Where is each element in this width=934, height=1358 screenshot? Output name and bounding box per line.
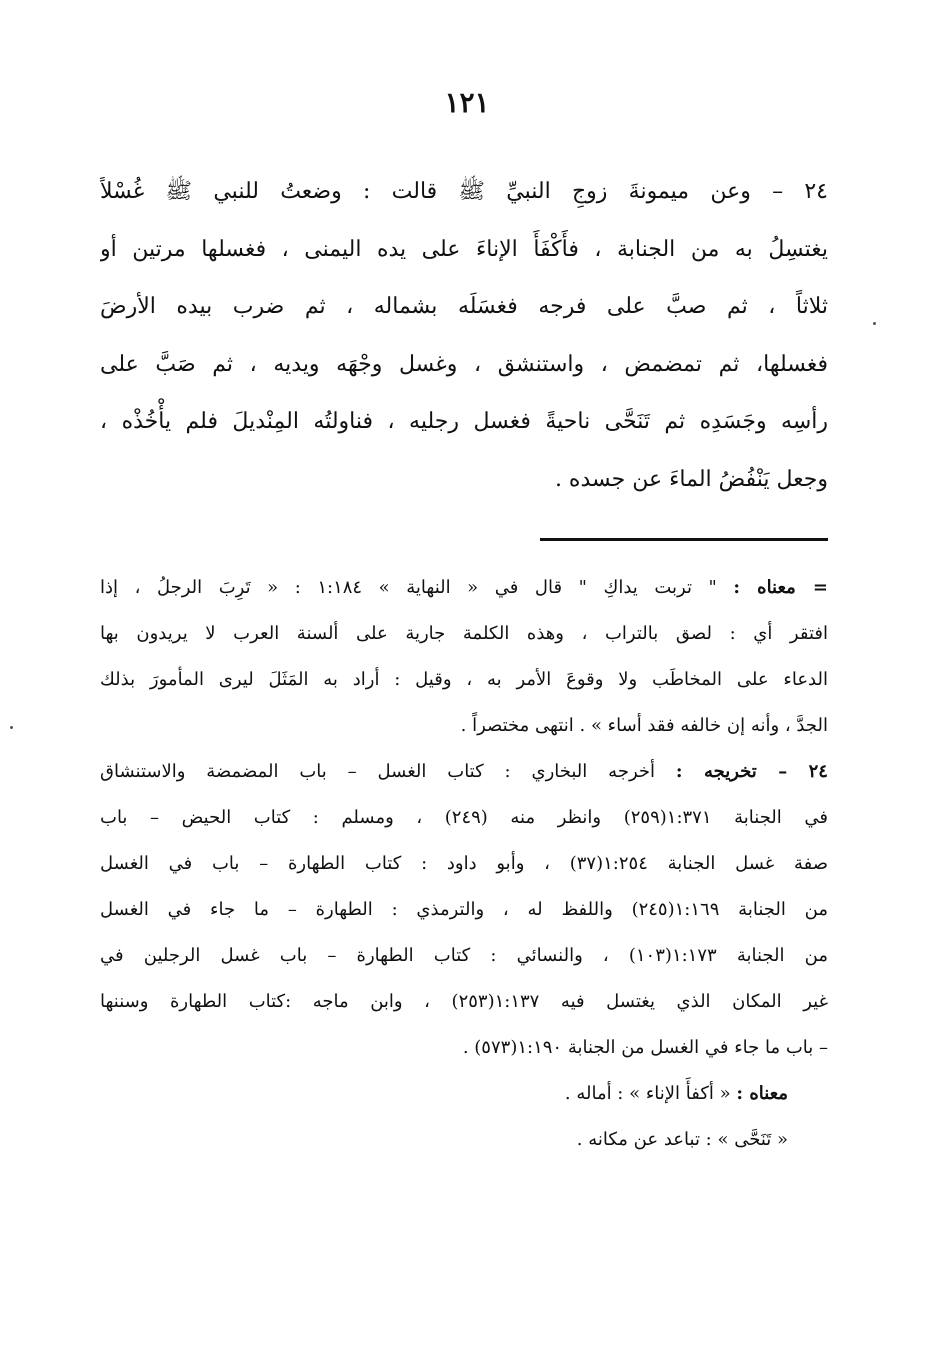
footnote-line (100, 565, 828, 611)
footnote-line: الدعاء على المخاطَب ولا وقوعَ الأمر به ، وقيل : أراد به المَثَلَ ليرى المأمورَ بذلك (100, 669, 828, 690)
page-number: ١٢١ (444, 86, 490, 119)
hadith-line: ٢٤ – وعن ميمونةَ زوجِ النبيِّ ﷺ قالت : وضعتُ للنبي ﷺ غُسْلاً (100, 179, 828, 204)
hadith-line: فغسلها، ثم تمضمض ، واستنشق ، وغسل وجْهَه ويديه ، ثم صَبَّ على (100, 351, 828, 377)
hadith-line: وجعل يَنْفُضُ الماءَ عن جسده . (554, 466, 828, 492)
footnote-line: افتقر أي : لصق بالتراب ، وهذه الكلمة جارية على ألسنة العرب لا يريدون بها (100, 623, 828, 644)
meaning-label: = معناه : (733, 577, 828, 598)
footnotes (100, 565, 828, 1163)
hadith-line: رأسِه وجَسَدِه ثم تَنَحَّى ناحيةً فغسل رجليه ، فناولتُه المِنْديلَ فلم يأْخُذْه ، (100, 409, 828, 434)
scan-speck (873, 322, 876, 325)
footnote-line: الجدَّ ، وأنه إن خالفه فقد أساء » . انتهى مختصراً . (460, 715, 828, 736)
hadith-line: يغتسِلُ به من الجنابة ، فأَكْفَأَ الإناءَ على يده اليمنى ، فغسلها مرتين أو (100, 236, 828, 262)
meaning3-line: « تَنَحَّى » : تباعد عن مكانه . (576, 1129, 788, 1150)
footnote-separator (540, 538, 828, 541)
scan-speck (10, 726, 13, 729)
takhrij-line: من الجنابة ١:١٧٣(١٠٣) ، والنسائي : كتاب الطهارة – باب غسل الرجلين في (100, 945, 828, 966)
takhrij-label: ٢٤ – تخريجه : (675, 761, 828, 782)
meaning-text: " تربت يداكِ " قال في « النهاية » ١:١٨٤ : « تَرِبَ الرجلُ ، إذا (100, 577, 717, 598)
hadith-line: ثلاثاً ، ثم صبَّ على فرجه فغسَلَه بشماله ، ثم ضرب بيده الأرضَ (100, 294, 828, 319)
meaning2-text: « أكفأَ الإناء » : أماله . (564, 1083, 731, 1104)
takhrij-line (100, 749, 828, 795)
meaning2-label: معناه : (736, 1083, 788, 1104)
takhrij-text: أخرجه البخاري : كتاب الغسل – باب المضمضة والاستنشاق (100, 761, 656, 782)
takhrij-line: غير المكان الذي يغتسل فيه ١:١٣٧(٢٥٣) ، وابن ماجه :كتاب الطهارة وسننها (100, 991, 828, 1012)
takhrij-line: في الجنابة ١:٣٧١(٢٥٩) وانظر منه (٢٤٩) ، ومسلم : كتاب الحيض – باب (100, 807, 828, 828)
takhrij-line: – باب ما جاء في الغسل من الجنابة ١:١٩٠(٥٧٣) . (462, 1037, 828, 1058)
meaning2-line (100, 1071, 828, 1117)
takhrij-line: من الجنابة ١:١٦٩(٢٤٥) واللفظ له ، والترمذي : الطهارة – ما جاء في الغسل (100, 899, 828, 920)
takhrij-line: صفة غسل الجنابة ١:٢٥٤(٣٧) ، وأبو داود : كتاب الطهارة – باب في الغسل (100, 853, 828, 874)
hadith-text (100, 163, 828, 508)
